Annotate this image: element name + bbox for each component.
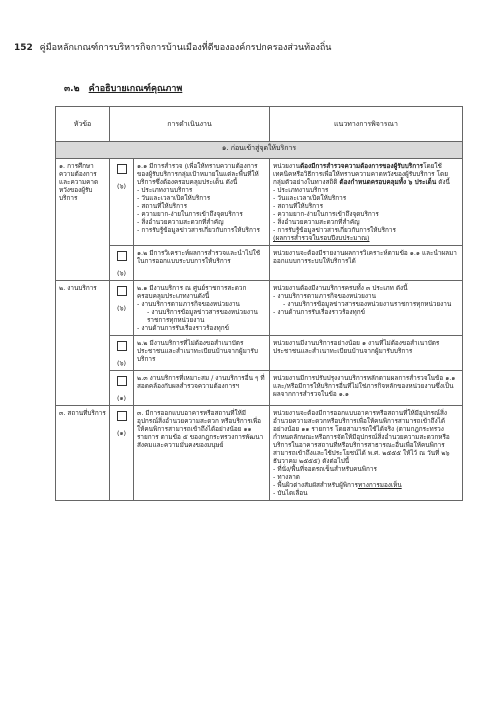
banner-text: ๑. ก่อนเข้าสู่จุดให้บริการ — [56, 142, 463, 159]
guideline-list — [273, 292, 459, 316]
action-cell — [134, 281, 270, 336]
list-item-underlined: ทางการมองเห็น — [357, 481, 402, 489]
list-item: - ที่นั่ง/พื้นที่จอดรถเข็นสำหรับคนพิการ — [273, 465, 459, 473]
guideline-text — [273, 162, 459, 186]
action-text: ๑.๑ มีการสำรวจ (เพื่อให้ทราบความต้องการของผู้รับบริการกลุ่มเป้าหมายในแต่ละพื้นที่ให้บริการซึ่งต้องครอบคลุมประเด็น ดังนี้ — [137, 162, 259, 186]
section-title — [64, 81, 182, 95]
header-topic: หัวข้อ — [56, 107, 110, 142]
score-mark: (๖) — [116, 359, 127, 367]
list-item: - ประเภทงานบริการ — [273, 186, 459, 194]
header-guideline: แนวทางการพิจารณา — [270, 107, 463, 142]
list-item: - สถานที่ให้บริการ — [273, 202, 459, 210]
topic-cell: ๒. งานบริการ — [56, 281, 110, 406]
table-banner-row — [56, 142, 463, 159]
guideline-bold: ต้องมีการสำรวจความต้องการของผู้รับบริการ — [300, 162, 424, 170]
list-item: - สถานที่ให้บริการ — [137, 202, 266, 210]
list-item: - งานบริการตามภารกิจของหน่วยงาน — [273, 292, 459, 300]
guideline-span: ดังนี้ — [436, 178, 450, 186]
section-number: ๓.๒ — [64, 84, 80, 94]
checkbox-cell — [110, 246, 134, 281]
list-item: - งานบริการข้อมูลข่าวสารของหน่วยงานราชการทุกหน่วยงาน — [273, 300, 459, 308]
list-item — [273, 481, 459, 489]
table-row — [56, 336, 463, 371]
action-text: ๒.๑ มีงานบริการ ณ ศูนย์ราชการสะดวกครอบคลุมประเภทงานดังนี้ — [137, 284, 247, 300]
guideline-text: หน่วยงานต้องมีงานบริการครบทั้ง ๓ ประเภท ดังนี้ — [273, 284, 408, 292]
header-title: คู่มือหลักเกณฑ์การบริหารกิจการบ้านเมืองที่ดีขององค์กรปกครองส่วนท้องถิ่น — [39, 43, 332, 53]
checkbox-cell — [110, 159, 134, 246]
list-item: - วันและเวลาเปิดให้บริการ — [137, 194, 266, 202]
checkbox[interactable] — [117, 376, 127, 386]
guideline-cell — [270, 281, 463, 336]
guideline-cell: หน่วยงานมีงานบริการอย่างน้อย ๑ งานที่ไม่ต้องขอสำเนาบัตรประชาชนและสำเนาทะเบียนบ้านจากผู้มารับบริการ — [270, 336, 463, 371]
section-heading: คำอธิบายเกณฑ์คุณภาพ — [88, 84, 183, 94]
guideline-note: (ผลการสำรวจในรอบปีงบประมาณ) — [273, 234, 370, 242]
checkbox[interactable] — [117, 164, 127, 174]
checkbox[interactable] — [117, 411, 127, 421]
table-header-row — [56, 107, 463, 142]
list-item: - งานด้านการรับเรื่องราวร้องทุกข์ — [137, 324, 266, 332]
checkbox-cell — [110, 371, 134, 406]
action-cell: ๓. มีการออกแบบอาคารหรือสถานที่ให้มีอุปกรณ์สิ่งอำนวยความสะดวก หรือบริการเพื่อให้คนพิการสามารถเข้าถึงได้อย่างน้อย ๑๑ รายการ ตามข้อ ๕ ของกฎกระทรวงการพัฒนาสังคมและความมั่นคงของมนุษย์ — [134, 406, 270, 501]
action-list — [137, 186, 266, 234]
list-item: - สิ่งอำนวยความสะดวกที่สำคัญ — [273, 218, 459, 226]
list-item: - สิ่งอำนวยความสะดวกที่สำคัญ — [137, 218, 266, 226]
score-mark: (๖) — [116, 182, 127, 190]
list-item: - วันและเวลาเปิดให้บริการ — [273, 194, 459, 202]
checkbox[interactable] — [117, 286, 127, 296]
guideline-span: โดยใช้เทคนิคหรือวิธีการเพื่อให้ทราบความคาดหวังของผู้รับบริการ โดยกลุ่มตัวอย่างในทางสถิติ — [273, 162, 448, 186]
guideline-list — [273, 465, 459, 497]
checkbox-cell — [110, 406, 134, 501]
page-number: 152 — [14, 43, 33, 53]
table-row — [56, 281, 463, 336]
action-cell: ๒.๒ มีงานบริการที่ไม่ต้องขอสำเนาบัตรประชาชนและสำเนาทะเบียนบ้านจากผู้มารับบริการ — [134, 336, 270, 371]
table-row — [56, 159, 463, 246]
list-item: - การรับรู้ข้อมูลข่าวสารเกี่ยวกับการให้บริการ — [273, 226, 459, 234]
list-item: - ประเภทงานบริการ — [137, 186, 266, 194]
action-cell — [134, 159, 270, 246]
guideline-text: หน่วยงานจะต้องมีการออกแบบอาคารหรือสถานที่ให้มีอุปกรณ์สิ่งอำนวยความสะดวกหรือบริการเพื่อให้คนพิการสามารถเข้าถึงได้อย่างน้อย ๑๑ รายการ โดยสามารถใช้ได้จริง (ตามกฎกระทรวงกำหนดลักษณะหรือการจัดให้มีอุปกรณ์สิ่งอำนวยความสะดวกหรือบริการในอาคารสถานที่หรือบริการสาธารณะอื่นเพื่อให้คนพิการสามารถเข้าถึงและใช้ประโยชน์ได้ พ.ศ. ๒๕๕๕ ให้ไว้ ณ วันที่ ๒๖ ธันวาคม ๒๕๕๕) ดังต่อไปนี้ — [273, 409, 450, 465]
guideline-cell — [270, 159, 463, 246]
score-mark: (๑) — [116, 394, 127, 402]
list-item: - ทางลาด — [273, 473, 459, 481]
guideline-cell — [270, 406, 463, 501]
action-cell: ๑.๒ มีการวิเคราะห์ผลการสำรวจและนำไปใช้ในการออกแบบระบบการให้บริการ — [134, 246, 270, 281]
table-row — [56, 246, 463, 281]
page-header — [14, 40, 331, 54]
checkbox-cell — [110, 281, 134, 336]
list-item: - การรับรู้ข้อมูลข่าวสารเกี่ยวกับการให้บริการ — [137, 226, 266, 234]
action-list — [137, 300, 266, 332]
checkbox-cell — [110, 336, 134, 371]
criteria-table — [55, 106, 463, 501]
table-row — [56, 371, 463, 406]
score-mark: (๖) — [116, 304, 127, 312]
list-item: - ความยาก-ง่ายในการเข้าถึงจุดบริการ — [273, 210, 459, 218]
header-action: การดำเนินงาน — [110, 107, 270, 142]
table-row — [56, 406, 463, 501]
list-item: - ความยาก-ง่ายในการเข้าถึงจุดบริการ — [137, 210, 266, 218]
list-item: - บันไดเลื่อน — [273, 489, 459, 497]
checkbox[interactable] — [117, 251, 127, 261]
guideline-span: หน่วยงาน — [273, 162, 301, 170]
guideline-cell: หน่วยงานมีการปรับปรุงงานบริการหลักตามผลการสำรวจในข้อ ๑.๑ และ/หรือมีการให้บริการอื่นที่ไม่ใช่ภารกิจหลักของหน่วยงานซึ่งเป็นผลจากการสำรวจในข้อ ๑.๑ — [270, 371, 463, 406]
checkbox[interactable] — [117, 341, 127, 351]
guideline-list — [273, 186, 459, 234]
topic-cell: ๓. สถานที่บริการ — [56, 406, 110, 501]
guideline-cell: หน่วยงานจะต้องมีรายงานผลการวิเคราะห์ตามข้อ ๑.๑ และนำผลมาออกแบบการระบบให้บริการได้ — [270, 246, 463, 281]
list-item: - งานบริการตามภารกิจของหน่วยงาน — [137, 300, 266, 308]
score-mark: (๖) — [116, 269, 127, 277]
guideline-bold: ต้องกำหนดครอบคลุมทั้ง ๖ ประเด็น — [339, 178, 437, 186]
list-item-text: พื้นผิวต่างสัมผัสสำหรับผู้พิการ — [277, 481, 358, 489]
topic-cell: ๑. การศึกษาความต้องการและความคาดหวังของผู้รับบริการ — [56, 159, 110, 281]
list-item: - งานบริการข้อมูลข่าวสารของหน่วยงานราชการทุกหน่วยงาน — [137, 308, 266, 324]
action-cell: ๒.๓ งานบริการที่เหมาะสม / งานบริการอื่น ๆ ที่สอดคล้องกับผลสำรวจความต้องการฯ — [134, 371, 270, 406]
score-mark: (๑) — [116, 429, 127, 437]
list-item: - งานด้านการรับเรื่องราวร้องทุกข์ — [273, 308, 459, 316]
